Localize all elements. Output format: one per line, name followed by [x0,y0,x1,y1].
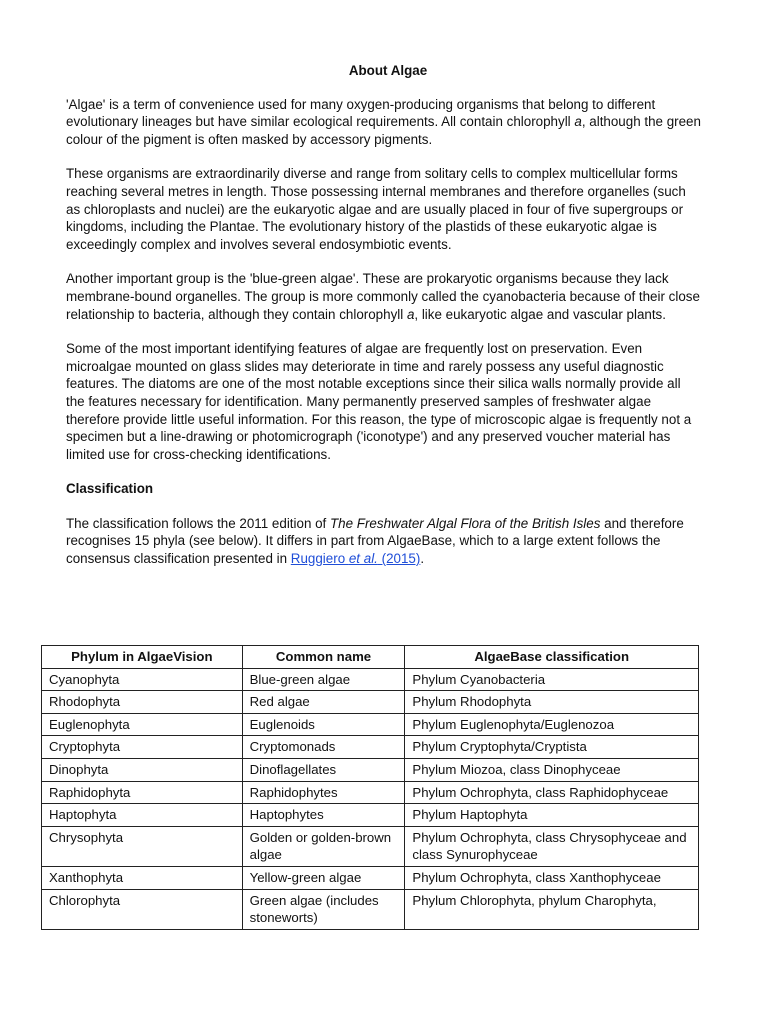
paragraph-diversity: These organisms are extraordinarily diverse and range from solitary cells to complex multicellular forms reaching several metres in length. Those possessing internal membranes and therefore organelles (such as chloroplasts and nuclei) are the eukaryotic algae and are usually placed in four of five supergroups or kingdoms, including the Plantae. The evolutionary history of the plastids of these eukaryotic algae is exceedingly complex and involves several endosymbiotic events. [66,166,686,252]
table-row [42,781,699,804]
table-row [42,736,699,759]
link-text-b: (2015) [377,551,421,567]
cell-phylum: Rhodophyta [42,691,243,714]
ruggiero-link[interactable] [291,551,421,566]
cell-phylum: Euglenophyta [42,713,243,736]
classification-text-a: The classification follows the 2011 edition of [66,515,330,531]
cell-phylum: Raphidophyta [42,781,243,804]
paragraph-preservation: Some of the most important identifying features of algae are frequently lost on preservation. Even microalgae mounted on glass slides may deteriorate in time and rarely possess any useful diagnostic features. The diatoms are one of the most notable exceptions since their silica walls normally provide all the features necessary for identification. Many permanently preserved samples of freshwater algae therefore provide little useful information. For this reason, the type of microscopic algae is frequently not a specimen but a line-drawing or photomicrograph ('iconotype') and any preserved voucher material has limited use for cross-checking identifications. [66,341,692,462]
cell-common-name: Haptophytes [242,804,405,827]
book-title-italic: The Freshwater Algal Flora of the British Isles [330,515,601,531]
intro-italic: a [574,114,582,130]
cell-common-name: Golden or golden-brown algae [242,826,405,866]
cell-algaebase: Phylum Haptophyta [405,804,699,827]
paragraph-classification [66,515,702,568]
classification-text-b: and therefore recognises 15 phyla (see below). It differs in part from AlgaeBase, which to a large extent follows the consensus classification presented in [66,515,684,567]
cell-common-name: Cryptomonads [242,736,405,759]
table-row [42,713,699,736]
table-row [42,826,699,866]
table-row [42,866,699,889]
classification-heading: Classification [66,481,154,497]
cell-algaebase: Phylum Miozoa, class Dinophyceae [405,758,699,781]
table-row [42,889,699,929]
cell-phylum: Chlorophyta [42,889,243,929]
cell-algaebase: Phylum Ochrophyta, class Chrysophyceae and class Synurophyceae [405,826,699,866]
link-italic: et al. [348,551,378,567]
cell-common-name: Blue-green algae [242,668,405,691]
classification-text-c: . [420,551,425,567]
intro-text-a: 'Algae' is a term of convenience used for many oxygen-producing organisms that belong to different evolutionary lineages but have similar ecological requirements. All contain chlorophyll [66,96,656,130]
table-row [42,758,699,781]
cell-common-name: Dinoflagellates [242,758,405,781]
cell-phylum: Chrysophyta [42,826,243,866]
cell-algaebase: Phylum Chlorophyta, phylum Charophyta, [405,889,699,929]
header-common-name: Common name [242,646,405,669]
header-algaebase: AlgaeBase classification [405,646,699,669]
cell-phylum: Dinophyta [42,758,243,781]
cell-algaebase: Phylum Cryptophyta/Cryptista [405,736,699,759]
cell-algaebase: Phylum Rhodophyta [405,691,699,714]
cell-phylum: Xanthophyta [42,866,243,889]
cell-phylum: Haptophyta [42,804,243,827]
page-title: About Algae [348,63,428,78]
cell-common-name: Yellow-green algae [242,866,405,889]
paragraph-blue-green [66,270,702,323]
table-row [42,668,699,691]
cell-phylum: Cyanophyta [42,668,243,691]
blue-green-italic: a [406,306,415,322]
cell-common-name: Red algae [242,691,405,714]
cell-algaebase: Phylum Ochrophyta, class Raphidophyceae [405,781,699,804]
paragraph-intro [66,96,702,149]
cell-algaebase: Phylum Cyanobacteria [405,668,699,691]
table-row [42,691,699,714]
cell-common-name: Green algae (includes stoneworts) [242,889,405,929]
blue-green-text-a: Another important group is the 'blue-green algae'. These are prokaryotic organisms because they lack membrane-bound organelles. The group is more commonly called the cyanobacteria because of their close relationship to bacteria, although they contain chlorophyll [66,271,700,322]
blue-green-text-b: , like eukaryotic algae and vascular plants. [414,306,666,322]
cell-phylum: Cryptophyta [42,736,243,759]
table-row [42,804,699,827]
intro-text-b: , although the green colour of the pigment is often masked by accessory pigments. [66,114,701,147]
link-text-a: Ruggiero [290,551,349,567]
classification-table [41,645,699,930]
table-header-row [42,646,699,669]
cell-algaebase: Phylum Euglenophyta/Euglenozoa [405,713,699,736]
cell-common-name: Euglenoids [242,713,405,736]
cell-common-name: Raphidophytes [242,781,405,804]
cell-algaebase: Phylum Ochrophyta, class Xanthophyceae [405,866,699,889]
header-phylum: Phylum in AlgaeVision [42,646,243,669]
